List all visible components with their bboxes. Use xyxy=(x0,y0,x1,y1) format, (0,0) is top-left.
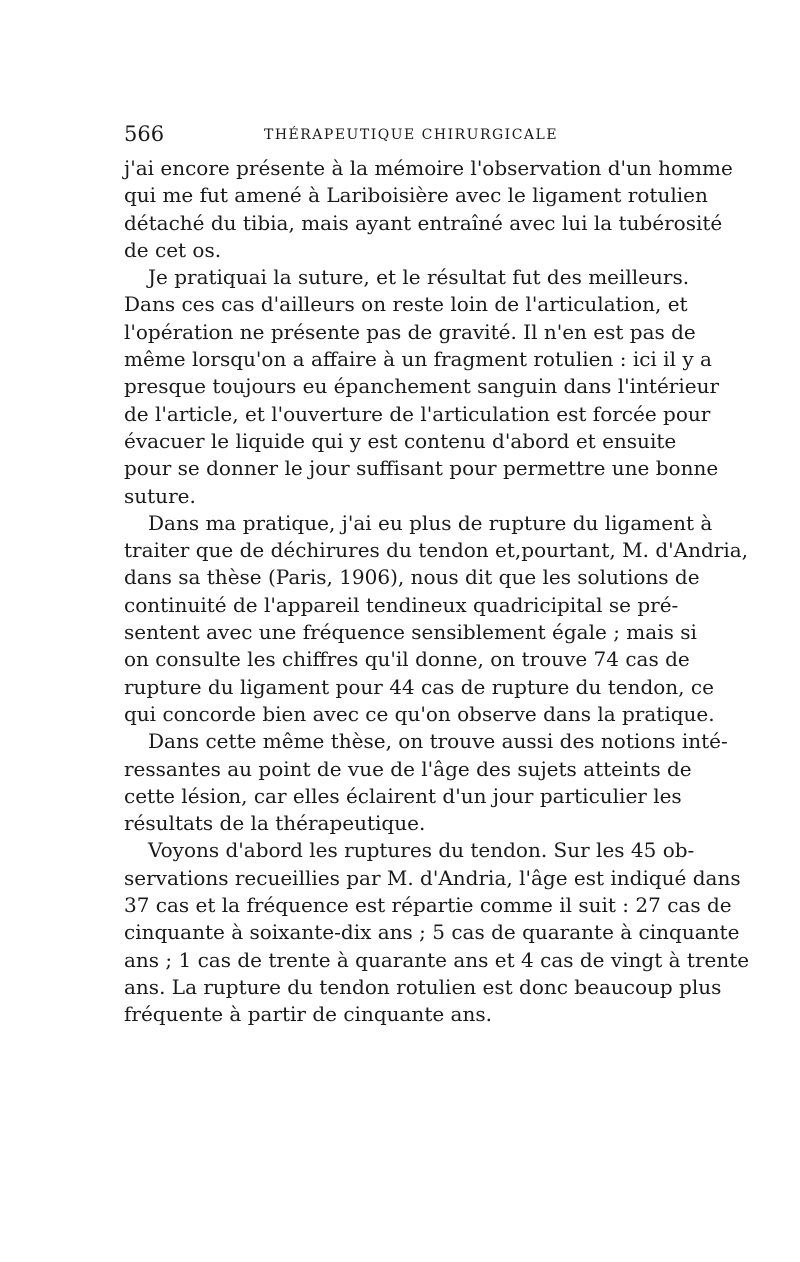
running-title: THÉRAPEUTIQUE CHIRURGICALE xyxy=(264,127,559,143)
text-line: qui concorde bien avec ce qu'on observe dans la pratique. xyxy=(124,701,715,726)
text-line: continuité de l'appareil tendineux quadricipital se pré- xyxy=(124,592,679,617)
text-line: de cet os. xyxy=(124,237,222,262)
text-line: suture. xyxy=(124,483,196,508)
page-header xyxy=(124,120,674,148)
text-line: sentent avec une fréquence sensiblement égale ; mais si xyxy=(124,620,697,645)
page-number: 566 xyxy=(124,122,165,146)
text-line: Je pratiquai la suture, et le résultat fut des meilleurs. xyxy=(148,265,690,290)
text-line: qui me fut amené à Lariboisière avec le ligament rotulien xyxy=(124,183,708,208)
text-line: ans. La rupture du tendon rotulien est donc beaucoup plus xyxy=(124,974,722,999)
text-line: même lorsqu'on a affaire à un fragment rotulien : ici il y a xyxy=(124,347,712,372)
text-line: ans ; 1 cas de trente à quarante ans et 4 cas de vingt à trente xyxy=(124,947,750,972)
text-line: l'opération ne présente pas de gravité. Il n'en est pas de xyxy=(124,319,696,344)
text-line: évacuer le liquide qui y est contenu d'abord et ensuite xyxy=(124,428,677,453)
paragraph xyxy=(124,728,728,837)
text-line: servations recueillies par M. d'Andria, l'âge est indiqué dans xyxy=(124,865,741,890)
text-line: pour se donner le jour suffisant pour permettre une bonne xyxy=(124,456,719,481)
text-line: j'ai encore présente à la mémoire l'observation d'un homme xyxy=(124,156,733,180)
text-line: de l'article, et l'ouverture de l'articulation est forcée pour xyxy=(124,401,711,426)
text-line: ressantes au point de vue de l'âge des sujets atteints de xyxy=(124,756,692,781)
text-line: cette lésion, car elles éclairent d'un jour particulier les xyxy=(124,783,682,808)
text-line: fréquente à partir de cinquante ans. xyxy=(124,1002,492,1027)
text-line: rupture du ligament pour 44 cas de rupture du tendon, ce xyxy=(124,674,714,699)
text-line: dans sa thèse (Paris, 1906), nous dit que les solutions de xyxy=(124,565,700,590)
text-line: détaché du tibia, mais ayant entraîné avec lui la tubérosité xyxy=(124,210,723,235)
text-line: on consulte les chiffres qu'il donne, on trouve 74 cas de xyxy=(124,647,690,672)
text-line: Dans ma pratique, j'ai eu plus de rupture du ligament à xyxy=(148,510,713,535)
text-line: Voyons d'abord les ruptures du tendon. Sur les 45 ob- xyxy=(148,838,695,863)
text-line: Dans cette même thèse, on trouve aussi des notions inté- xyxy=(148,729,728,754)
paragraph xyxy=(124,155,733,264)
text-line: résultats de la thérapeutique. xyxy=(124,811,426,836)
paragraph xyxy=(124,264,720,510)
paragraph xyxy=(124,510,749,728)
text-line: traiter que de déchirures du tendon et,pourtant, M. d'Andria, xyxy=(124,538,749,563)
body-text xyxy=(124,155,750,1029)
text-line: Dans ces cas d'ailleurs on reste loin de l'articulation, et xyxy=(124,292,688,317)
text-line: 37 cas et la fréquence est répartie comme il suit : 27 cas de xyxy=(124,893,732,918)
paragraph xyxy=(124,837,750,1028)
text-line: presque toujours eu épanchement sanguin dans l'intérieur xyxy=(124,374,720,399)
text-line: cinquante à soixante-dix ans ; 5 cas de quarante à cinquante xyxy=(124,920,740,945)
